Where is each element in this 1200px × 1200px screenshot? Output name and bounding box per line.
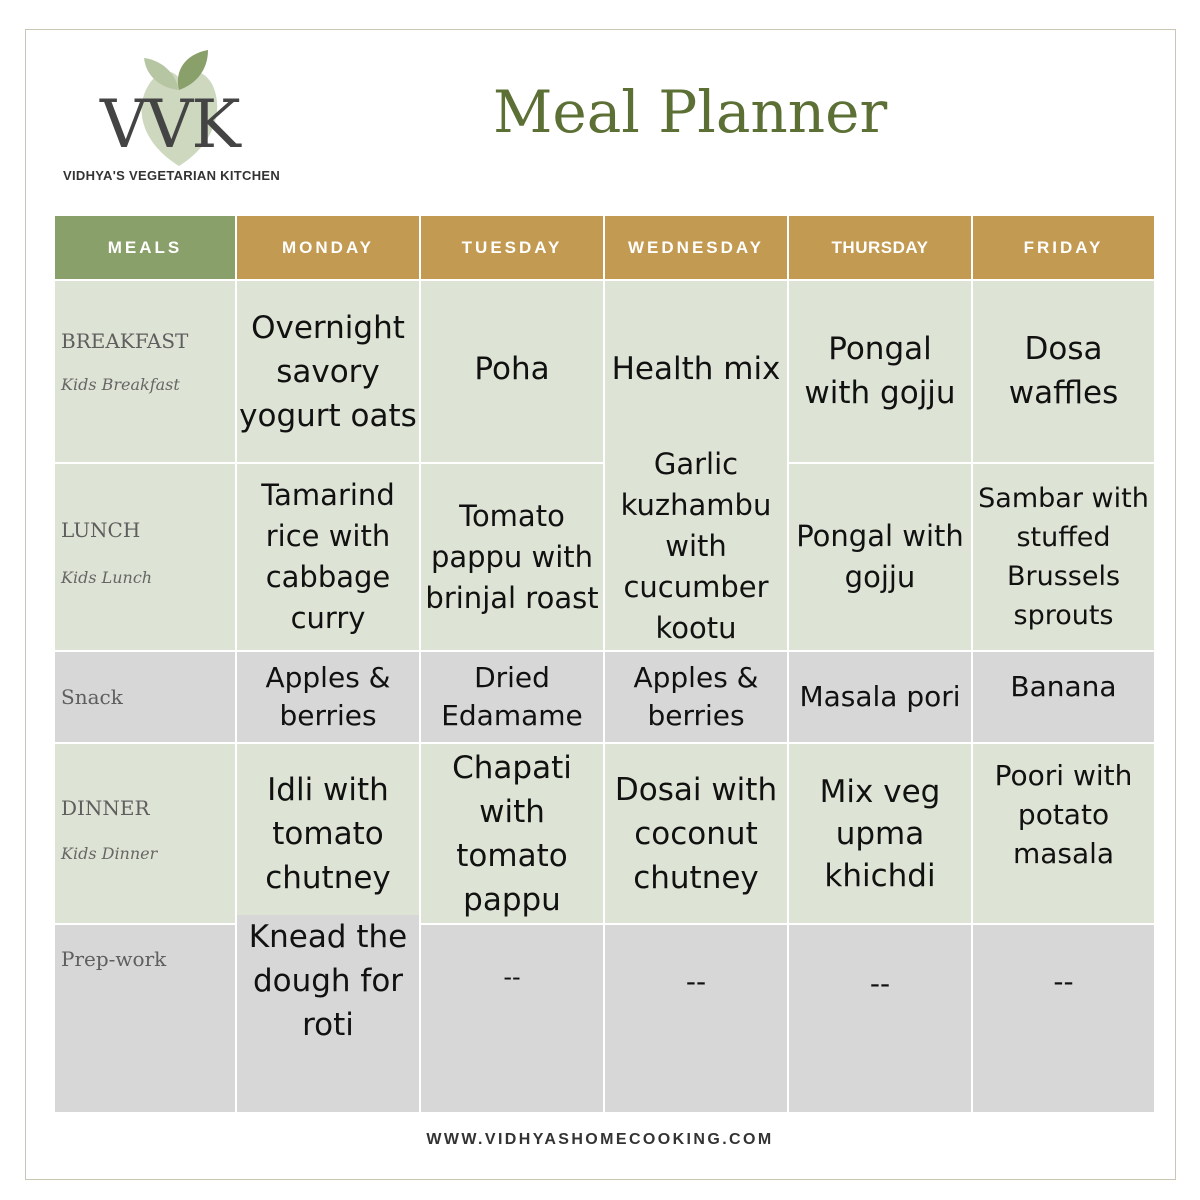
header-wednesday: WEDNESDAY (605, 216, 787, 279)
row-sublabel-text: Kids Dinner (61, 844, 158, 863)
meal-cell: Knead the dough for roti (237, 915, 419, 1112)
row-label-lunch (55, 464, 235, 650)
header-monday: MONDAY (237, 216, 419, 279)
meal-cell: Poori with potato masala (973, 744, 1154, 923)
row-label-dinner (55, 744, 235, 923)
meal-cell: Tomato pappu with brinjal roast (421, 464, 603, 650)
header-thursday: THURSDAY (789, 216, 971, 279)
row-label-breakfast (55, 281, 235, 462)
meal-cell: -- (973, 925, 1154, 1112)
meal-cell: Pongal with gojju (789, 464, 971, 650)
meal-cell: Apples & berries (237, 652, 419, 742)
meal-cell: -- (789, 925, 971, 1112)
footer-url[interactable]: WWW.VIDHYASHOMECOOKING.COM (426, 1131, 774, 1148)
meal-cell: Mix veg upma khichdi (789, 744, 971, 923)
meal-cell: Pongal with gojju (789, 281, 971, 462)
meal-cell: Overnight savory yogurt oats (237, 281, 419, 462)
meal-cell: -- (421, 925, 603, 1112)
meal-cell: Dosa waffles (973, 281, 1154, 462)
meal-cell: Tamarind rice with cabbage curry (237, 464, 419, 650)
meal-cell: Dosai with coconut chutney (605, 744, 787, 923)
logo-subtitle: VIDHYA'S VEGETARIAN KITCHEN (63, 168, 281, 183)
header-friday: FRIDAY (973, 216, 1154, 279)
row-label-text: DINNER (61, 796, 150, 820)
meal-cell: Idli with tomato chutney (237, 744, 419, 923)
row-label-text: Snack (61, 685, 123, 709)
meal-grid (55, 216, 1149, 1102)
row-sublabel-text: Kids Breakfast (61, 375, 180, 394)
row-label-text: LUNCH (61, 518, 141, 542)
meal-cell: Apples & berries (605, 652, 787, 742)
header-tuesday: TUESDAY (421, 216, 603, 279)
meal-cell: Health mix (605, 281, 787, 462)
logo-letters: VVK (100, 86, 239, 163)
page-title: Meal Planner (493, 78, 888, 146)
row-label-prep-work (55, 925, 235, 1112)
meal-cell: Masala pori (789, 652, 971, 742)
header-meals: MEALS (55, 216, 235, 279)
row-label-snack (55, 652, 235, 742)
meal-cell: Sambar with stuffed Brussels sprouts (973, 464, 1154, 650)
meal-cell: Poha (421, 281, 603, 462)
row-label-text: Prep-work (61, 947, 167, 971)
row-label-text: BREAKFAST (61, 329, 189, 353)
meal-cell: -- (605, 925, 787, 1112)
row-sublabel-text: Kids Lunch (61, 568, 153, 587)
meal-cell: Chapati with tomato pappu (421, 744, 603, 923)
logo (60, 48, 310, 188)
meal-cell: Garlic kuzhambu with cucumber kootu (605, 444, 787, 650)
meal-cell: Banana (973, 652, 1154, 742)
meal-cell: Dried Edamame (421, 652, 603, 742)
